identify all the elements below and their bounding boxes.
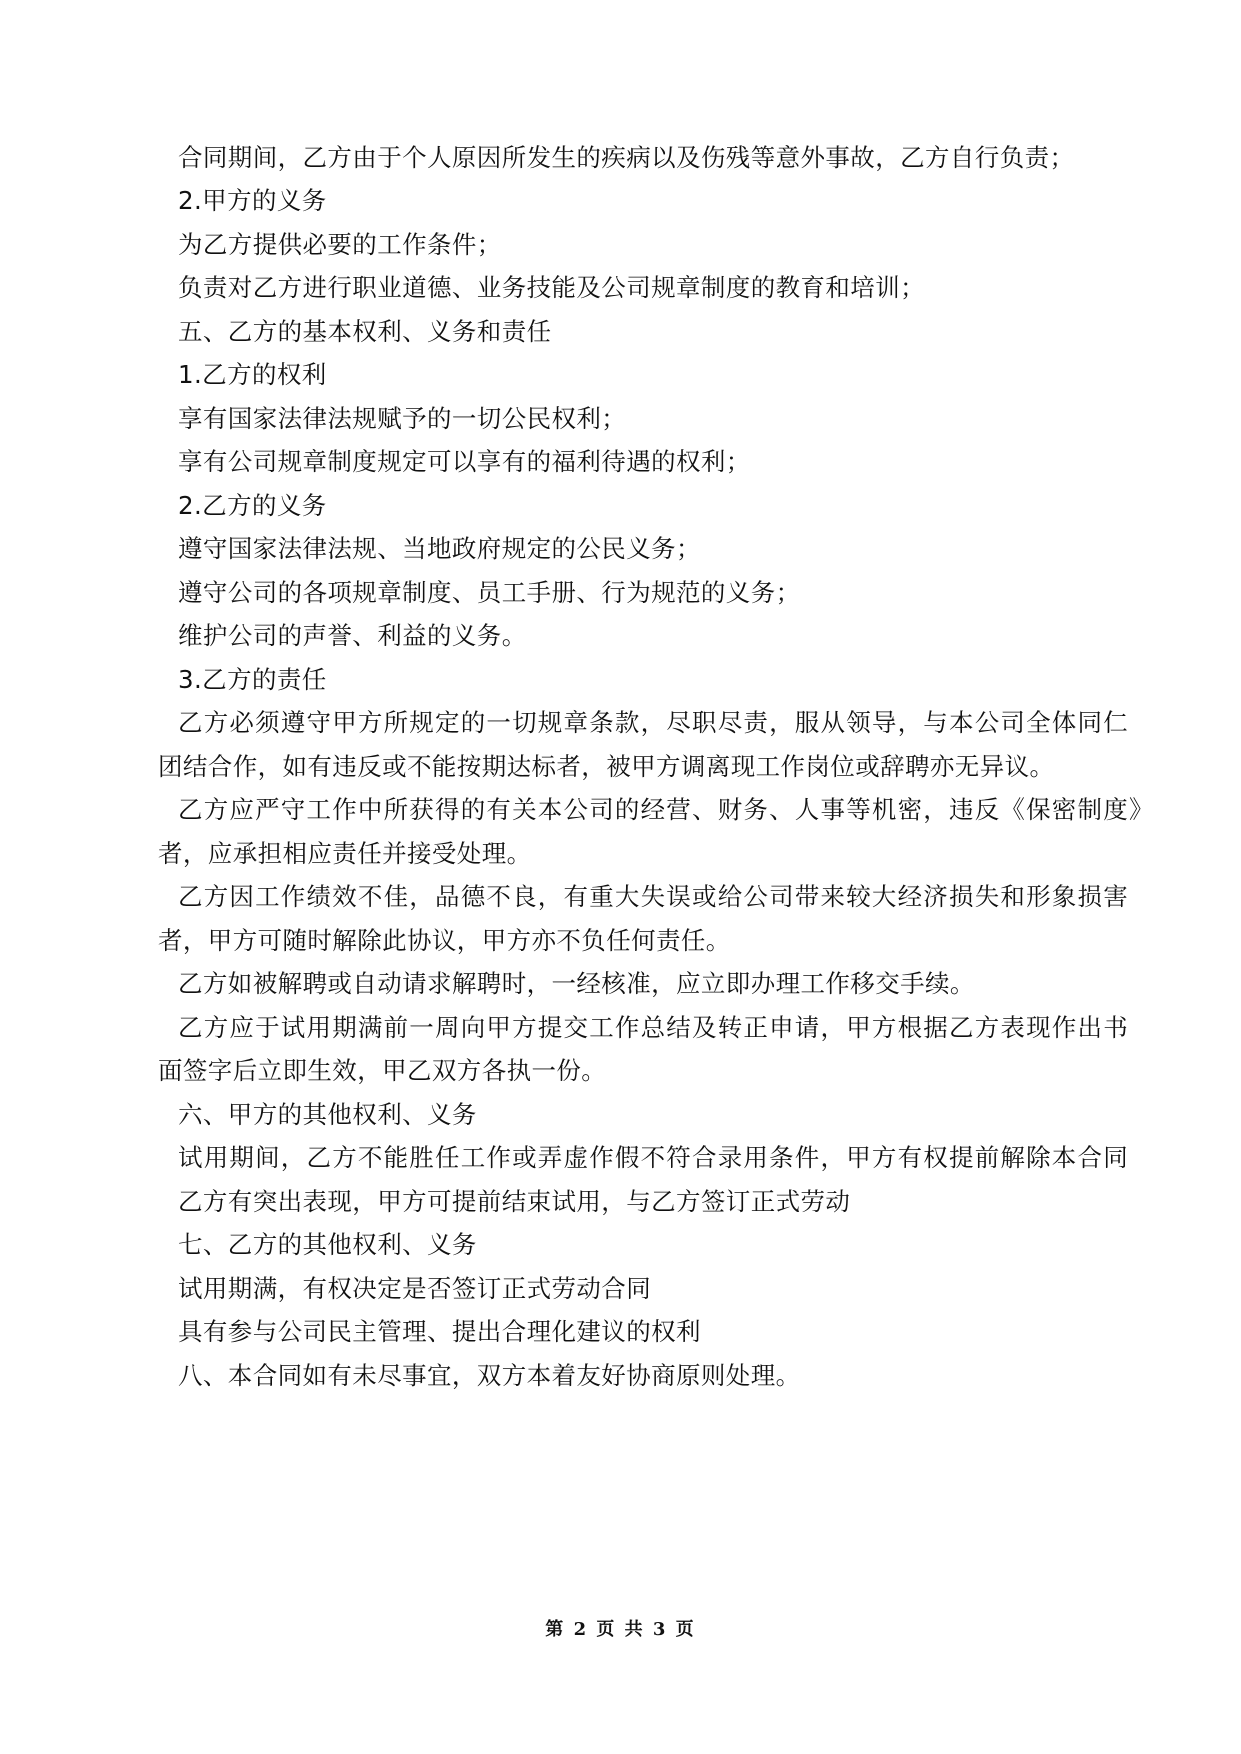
body-line: 者，甲方可随时解除此协议，甲方亦不负任何责任。: [158, 926, 731, 955]
body-line: 试用期满，有权决定是否签订正式劳动合同: [178, 1274, 652, 1303]
body-line: 负责对乙方进行职业道德、业务技能及公司规章制度的教育和培训；: [178, 273, 925, 302]
section-heading: 1.乙方的权利: [178, 360, 327, 389]
body-line: 具有参与公司民主管理、提出合理化建议的权利: [178, 1317, 701, 1346]
section-heading: 2.乙方的义务: [178, 491, 327, 520]
body-line: 乙方如被解聘或自动请求解聘时，一经核准，应立即办理工作移交手续。: [178, 969, 975, 998]
section-heading: 五、乙方的基本权利、义务和责任: [178, 317, 552, 346]
section-heading: 3.乙方的责任: [178, 665, 327, 694]
body-line: 者，应承担相应责任并接受处理。: [158, 839, 532, 868]
body-line: 乙方应严守工作中所获得的有关本公司的经营、财务、人事等机密，违反《保密制度》: [178, 795, 1155, 824]
body-line: 乙方有突出表现，甲方可提前结束试用，与乙方签订正式劳动: [178, 1187, 851, 1216]
body-line: 团结合作，如有违反或不能按期达标者，被甲方调离现工作岗位或辞聘亦无异议。: [158, 752, 1055, 781]
body-line: 维护公司的声誉、利益的义务。: [178, 621, 527, 650]
body-line: 合同期间，乙方由于个人原因所发生的疾病以及伤残等意外事故，乙方自行负责；: [178, 143, 1075, 172]
body-line: 乙方必须遵守甲方所规定的一切规章条款，尽职尽责，服从领导，与本公司全体同仁: [178, 708, 1129, 737]
body-line: 享有国家法律法规赋予的一切公民权利；: [178, 404, 627, 433]
body-line: 试用期间，乙方不能胜任工作或弄虚作假不符合录用条件，甲方有权提前解除本合同: [178, 1143, 1129, 1172]
body-line: 遵守公司的各项规章制度、员工手册、行为规范的义务；: [178, 578, 801, 607]
body-line: 乙方因工作绩效不佳，品德不良，有重大失误或给公司带来较大经济损失和形象损害: [178, 882, 1129, 911]
section-heading: 八、本合同如有未尽事宜，双方本着友好协商原则处理。: [178, 1361, 801, 1390]
section-heading: 七、乙方的其他权利、义务: [178, 1230, 477, 1259]
body-line: 乙方应于试用期满前一周向甲方提交工作总结及转正申请，甲方根据乙方表现作出书: [178, 1013, 1129, 1042]
section-heading: 2.甲方的义务: [178, 186, 327, 215]
section-heading: 六、甲方的其他权利、义务: [178, 1100, 477, 1129]
page-number-footer: 第 2 页 共 3 页: [545, 1619, 696, 1640]
body-line: 享有公司规章制度规定可以享有的福利待遇的权利；: [178, 447, 751, 476]
body-line: 遵守国家法律法规、当地政府规定的公民义务；: [178, 534, 701, 563]
body-line: 面签字后立即生效，甲乙双方各执一份。: [158, 1056, 607, 1085]
body-line: 为乙方提供必要的工作条件；: [178, 230, 502, 259]
